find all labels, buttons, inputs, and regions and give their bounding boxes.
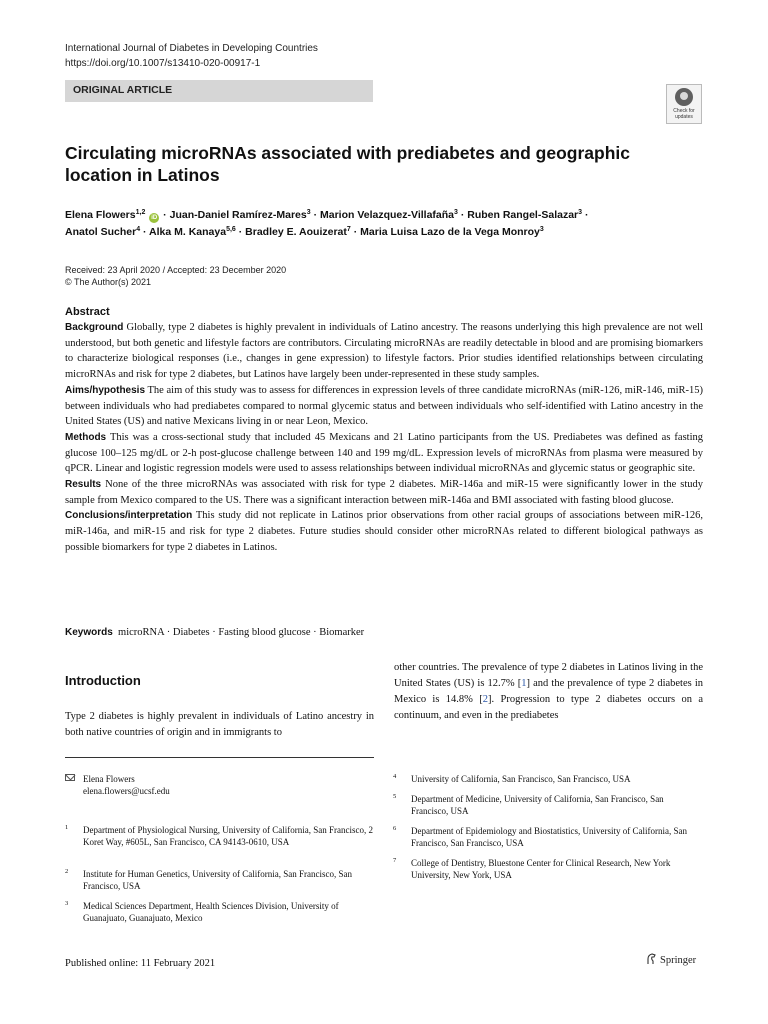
keywords-line [65,625,364,640]
author-name[interactable]: Alka M. Kanaya [149,226,227,238]
keywords-text: microRNA · Diabetes · Fasting blood glucose · Biomarker [118,627,365,638]
introduction-heading: Introduction [65,673,141,688]
affiliation-text: College of Dentistry, Bluestone Center for Clinical Research, New York University, New York, USA [411,858,671,881]
affiliation-item [65,868,374,894]
affiliation-number: 1 [65,824,69,831]
abstract-label: Aims/hypothesis [65,384,146,396]
author-name[interactable]: Maria Luisa Lazo de la Vega Monroy [360,226,540,238]
abstract-section [65,320,703,383]
introduction-column-right [394,660,703,724]
author-affiliation: 3 [454,209,458,216]
introduction-column-left [65,709,374,741]
springer-label: Springer [660,955,697,966]
abstract-section [65,477,703,508]
affiliation-text: Department of Epidemiology and Biostatistics, University of California, San Francisco, San Francisco, USA [411,826,687,849]
check-updates-icon [675,88,693,106]
abstract-section [65,430,703,477]
journal-header [65,41,318,71]
author-affiliation: 3 [539,226,544,233]
author-name[interactable]: Bradley E. Aouizerat [245,226,347,238]
springer-logo[interactable] [646,953,696,966]
intro-text-segment: other countries. The prevalence of type 2 diabetes in Latinos living in the United States (US) is 12.7% [ [394,662,703,689]
affiliation-text: Institute for Human Genetics, University of California, San Francisco, San Francisco, USA [83,869,352,892]
abstract-section [65,508,703,555]
affiliation-item [393,793,703,819]
correspondence-block [65,773,374,801]
keywords-label: Keywords [65,627,113,638]
citation-link[interactable]: 2 [482,694,489,705]
published-online-date: Published online: 11 February 2021 [65,958,216,969]
author-list: Elena Flowers$^{1,2}$ iD · Juan-Daniel Ramírez-Mares$^3$ · Marion Velazquez-Villafaña$^3$ · Ruben Rangel-Salazar$^3$ · Anatol Sucher$^4$ · Alka M. Kanaya$^{5,6}$ · Bradley E. Aouizerat$^7$ · Maria Luisa Lazo de la Vega Monroy$^3$ [65,209,589,238]
intro-text-segment: ]. Progression to type 2 diabetes occurs on a continuum, and even in the prediabetes [394,694,703,721]
article-dates [65,264,286,288]
check-updates-label: Check for updates [673,108,695,120]
affiliation-text: Department of Medicine, University of California, San Francisco, San Francisco, USA [411,794,664,817]
author-affiliation: 4 [136,226,141,233]
abstract-body [65,320,703,556]
correspondence-text [83,773,170,797]
correspondence-name: Elena Flowers [83,774,135,784]
abstract-text: This was a cross-sectional study that included 45 Mexicans and 21 Latino participants from the US. Prediabetes was defined as fasting glucose 100–125 mg/dL or 2-h post-glucose challenge between 140 and 199 mg/dL. Expression levels of microRNAs from plasma were measured by qPCR. Linear and logistic regression models were used to assess relationships between individual microRNAs and glycemic status or geographic site. [65,431,704,475]
abstract-text: This study did not replicate in Latinos prior observations from other racial groups of associations between miR-126, miR-146a, and miR-15 and risk for type 2 diabetes. Future studies should consider other microRNAs related to different biological pathways as possible biomarkers for type 2 diabetes in Latinos. [65,510,703,553]
abstract-label: Background [65,322,124,333]
author-name[interactable]: Anatol Sucher [65,226,137,238]
copyright-notice: © The Author(s) 2021 [65,277,152,287]
affiliation-number: 6 [393,825,397,832]
orcid-icon[interactable]: iD [151,215,158,221]
affiliation-item [65,900,374,926]
abstract-label: Results [65,479,102,491]
affiliation-number: 5 [393,793,397,800]
author-affiliation: 1,2 [135,209,146,216]
affiliation-number: 4 [393,773,397,780]
abstract-text: Globally, type 2 diabetes is highly prevalent in individuals of Latino ancestry. The reasons underlying this high prevalence are not well understood, but both genetic and lifestyle factors are contributors. Circulating microRNAs are readily detectable in blood and are promising biomarkers to characterize biological responses (i.e., changes in gene expression) to lifestyle factors. Prior studies identified relationships between circulating microRNAs and risk for type 2 diabetes, but Latinos have largely been under-represented in these study samples. [65,322,704,381]
envelope-icon [65,774,75,781]
affiliation-text: Department of Physiological Nursing, University of California, San Francisco, 2 Koret Way, #605L, San Francisco, CA 94143-0610, USA [83,825,373,848]
doi-link[interactable]: https://doi.org/10.1007/s13410-020-00917-1 [65,58,261,69]
affiliation-item [393,825,703,851]
abstract-text: The aim of this study was to assess for differences in expression levels of three candidate microRNAs (miR-126, miR-146, miR-15) between individuals who had prediabetes compared to normal glycemic status and between individuals who self-identified with Latino ancestry in the United States (US) and native Mexicans living in or near Leon, Mexico. [65,384,704,428]
affiliation-text: Medical Sciences Department, Health Sciences Division, University of Guanajuato, Guanajuato, Mexico [83,901,339,924]
author-name[interactable]: Marion Velazquez-Villafaña [320,209,455,221]
article-type-banner: ORIGINAL ARTICLE [65,80,373,102]
affiliation-number: 7 [393,857,397,864]
abstract-heading: Abstract [65,306,110,318]
abstract-label: Conclusions/interpretation [65,510,193,522]
author-name[interactable]: Ruben Rangel-Salazar [467,209,579,221]
springer-horse-icon [646,953,657,965]
introduction-text-continued [394,660,703,724]
affiliation-item [393,773,703,787]
abstract-text: None of the three microRNAs was associated with risk for type 2 diabetes. MiR-146a and miR-15 were significantly lower in the study sample from Mexico compared to the US. There was a significant interaction between miR-146a and BMI associated with fasting blood glucose. [65,479,704,506]
author-affiliation: 3 [578,209,583,216]
abstract-section [65,383,703,430]
affiliation-text: University of California, San Francisco, San Francisco, USA [411,774,631,784]
article-title: Circulating microRNAs associated with prediabetes and geographic location in Latinos [65,143,630,185]
author-affiliation: 7 [346,226,351,233]
affiliation-number: 3 [65,900,69,907]
check-for-updates-badge[interactable] [666,84,702,124]
intro-text-segment: ] and the prevalence of type 2 diabetes in Mexico is 14.8% [ [394,678,704,705]
received-accepted-dates: Received: 23 April 2020 / Accepted: 23 December 2020 [65,265,287,275]
footnote-divider [65,757,374,758]
abstract-label: Methods [65,431,107,443]
author-affiliation: 3 [306,209,311,216]
journal-name: International Journal of Diabetes in Developing Countries [65,43,318,54]
introduction-text: Type 2 diabetes is highly prevalent in individuals of Latino ancestry in both native countries of origin and in immigrants to [65,711,374,738]
citation-link[interactable]: 1 [521,678,527,689]
correspondence-email[interactable]: elena.flowers@ucsf.edu [83,786,170,797]
author-name[interactable]: Elena Flowers [65,209,136,221]
author-name[interactable]: Juan-Daniel Ramírez-Mares [169,209,307,221]
affiliation-number: 2 [65,868,69,875]
affiliation-item [65,824,374,862]
author-affiliation: 5,6 [226,226,236,233]
affiliation-item [393,857,703,883]
